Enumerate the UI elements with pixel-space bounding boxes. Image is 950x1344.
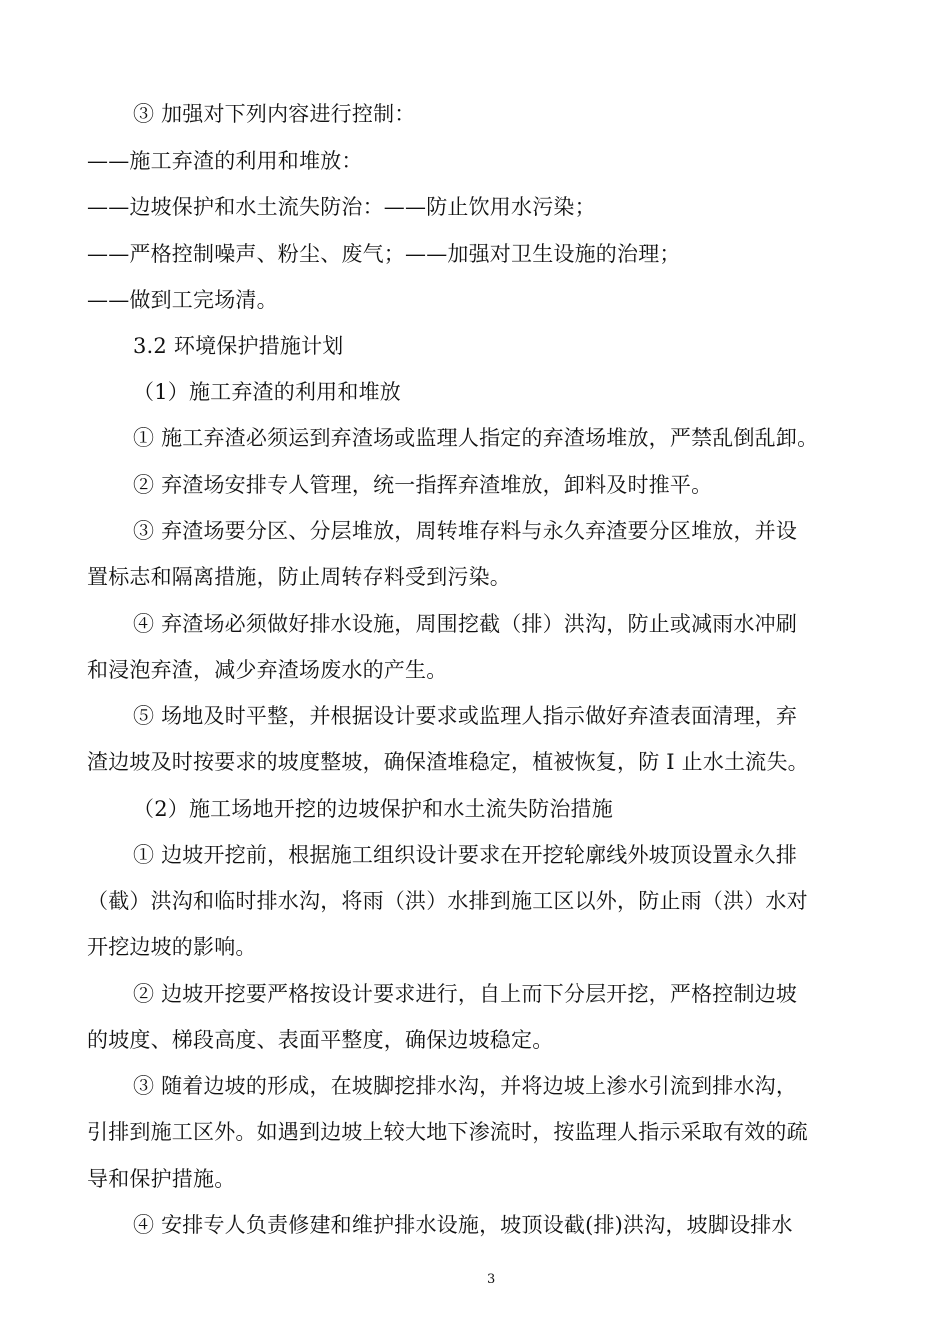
text-line: ——严格控制噪声、粉尘、废气；——加强对卫生设施的治理； — [87, 242, 681, 266]
text-line: ③ 弃渣场要分区、分层堆放，周转堆存料与永久弃渣要分区堆放，并设 — [133, 519, 798, 543]
text-line: 和浸泡弃渣，减少弃渣场废水的产生。 — [87, 658, 448, 682]
text-line: ② 边坡开挖要严格按设计要求进行，自上而下分层开挖，严格控制边坡 — [133, 982, 798, 1006]
text-line: （截）洪沟和临时排水沟，将雨（洪）水排到施工区以外，防止雨（洪）水对 — [87, 889, 808, 913]
text-line: ① 边坡开挖前，根据施工组织设计要求在开挖轮廓线外坡顶设置永久排 — [133, 843, 798, 867]
text-line: 开挖边坡的影响。 — [87, 935, 257, 959]
text-line: 的坡度、梯段高度、表面平整度，确保边坡稳定。 — [87, 1028, 554, 1052]
text-line: 导和保护措施。 — [87, 1167, 236, 1191]
text-line: ③ 随着边坡的形成，在坡脚挖排水沟，并将边坡上渗水引流到排水沟， — [133, 1074, 798, 1098]
subsection-heading: （2）施工场地开挖的边坡保护和水土流失防治措施 — [133, 797, 613, 821]
text-line: ④ 弃渣场必须做好排水设施，周围挖截（排）洪沟，防止或减雨水冲刷 — [133, 612, 798, 636]
subsection-heading: （1）施工弃渣的利用和堆放 — [133, 380, 401, 404]
text-line: ——施工弃渣的利用和堆放： — [87, 149, 363, 173]
text-line: 渣边坡及时按要求的坡度整坡，确保渣堆稳定，植被恢复，防 I 止水土流失。 — [87, 750, 809, 774]
text-line: ③ 加强对下列内容进行控制： — [133, 102, 416, 126]
page-number: 3 — [487, 1272, 496, 1287]
text-line: ④ 安排专人负责修建和维护排水设施，坡顶设截(排)洪沟，坡脚设排水 — [133, 1213, 793, 1237]
text-line: ① 施工弃渣必须运到弃渣场或监理人指定的弃渣场堆放，严禁乱倒乱卸。 — [133, 426, 819, 450]
text-line: ② 弃渣场安排专人管理，统一指挥弃渣堆放，卸料及时推平。 — [133, 473, 713, 497]
section-heading: 3.2 环境保护措施计划 — [133, 334, 344, 358]
text-line: 置标志和隔离措施，防止周转存料受到污染。 — [87, 565, 511, 589]
text-line: ——做到工完场清。 — [87, 288, 278, 312]
text-line: ⑤ 场地及时平整，并根据设计要求或监理人指示做好弃渣表面清理，弃 — [133, 704, 798, 728]
text-line: ——边坡保护和水土流失防治：——防止饮用水污染； — [87, 195, 596, 219]
text-line: 引排到施工区外。如遇到边坡上较大地下渗流时，按监理人指示采取有效的疏 — [87, 1120, 808, 1144]
